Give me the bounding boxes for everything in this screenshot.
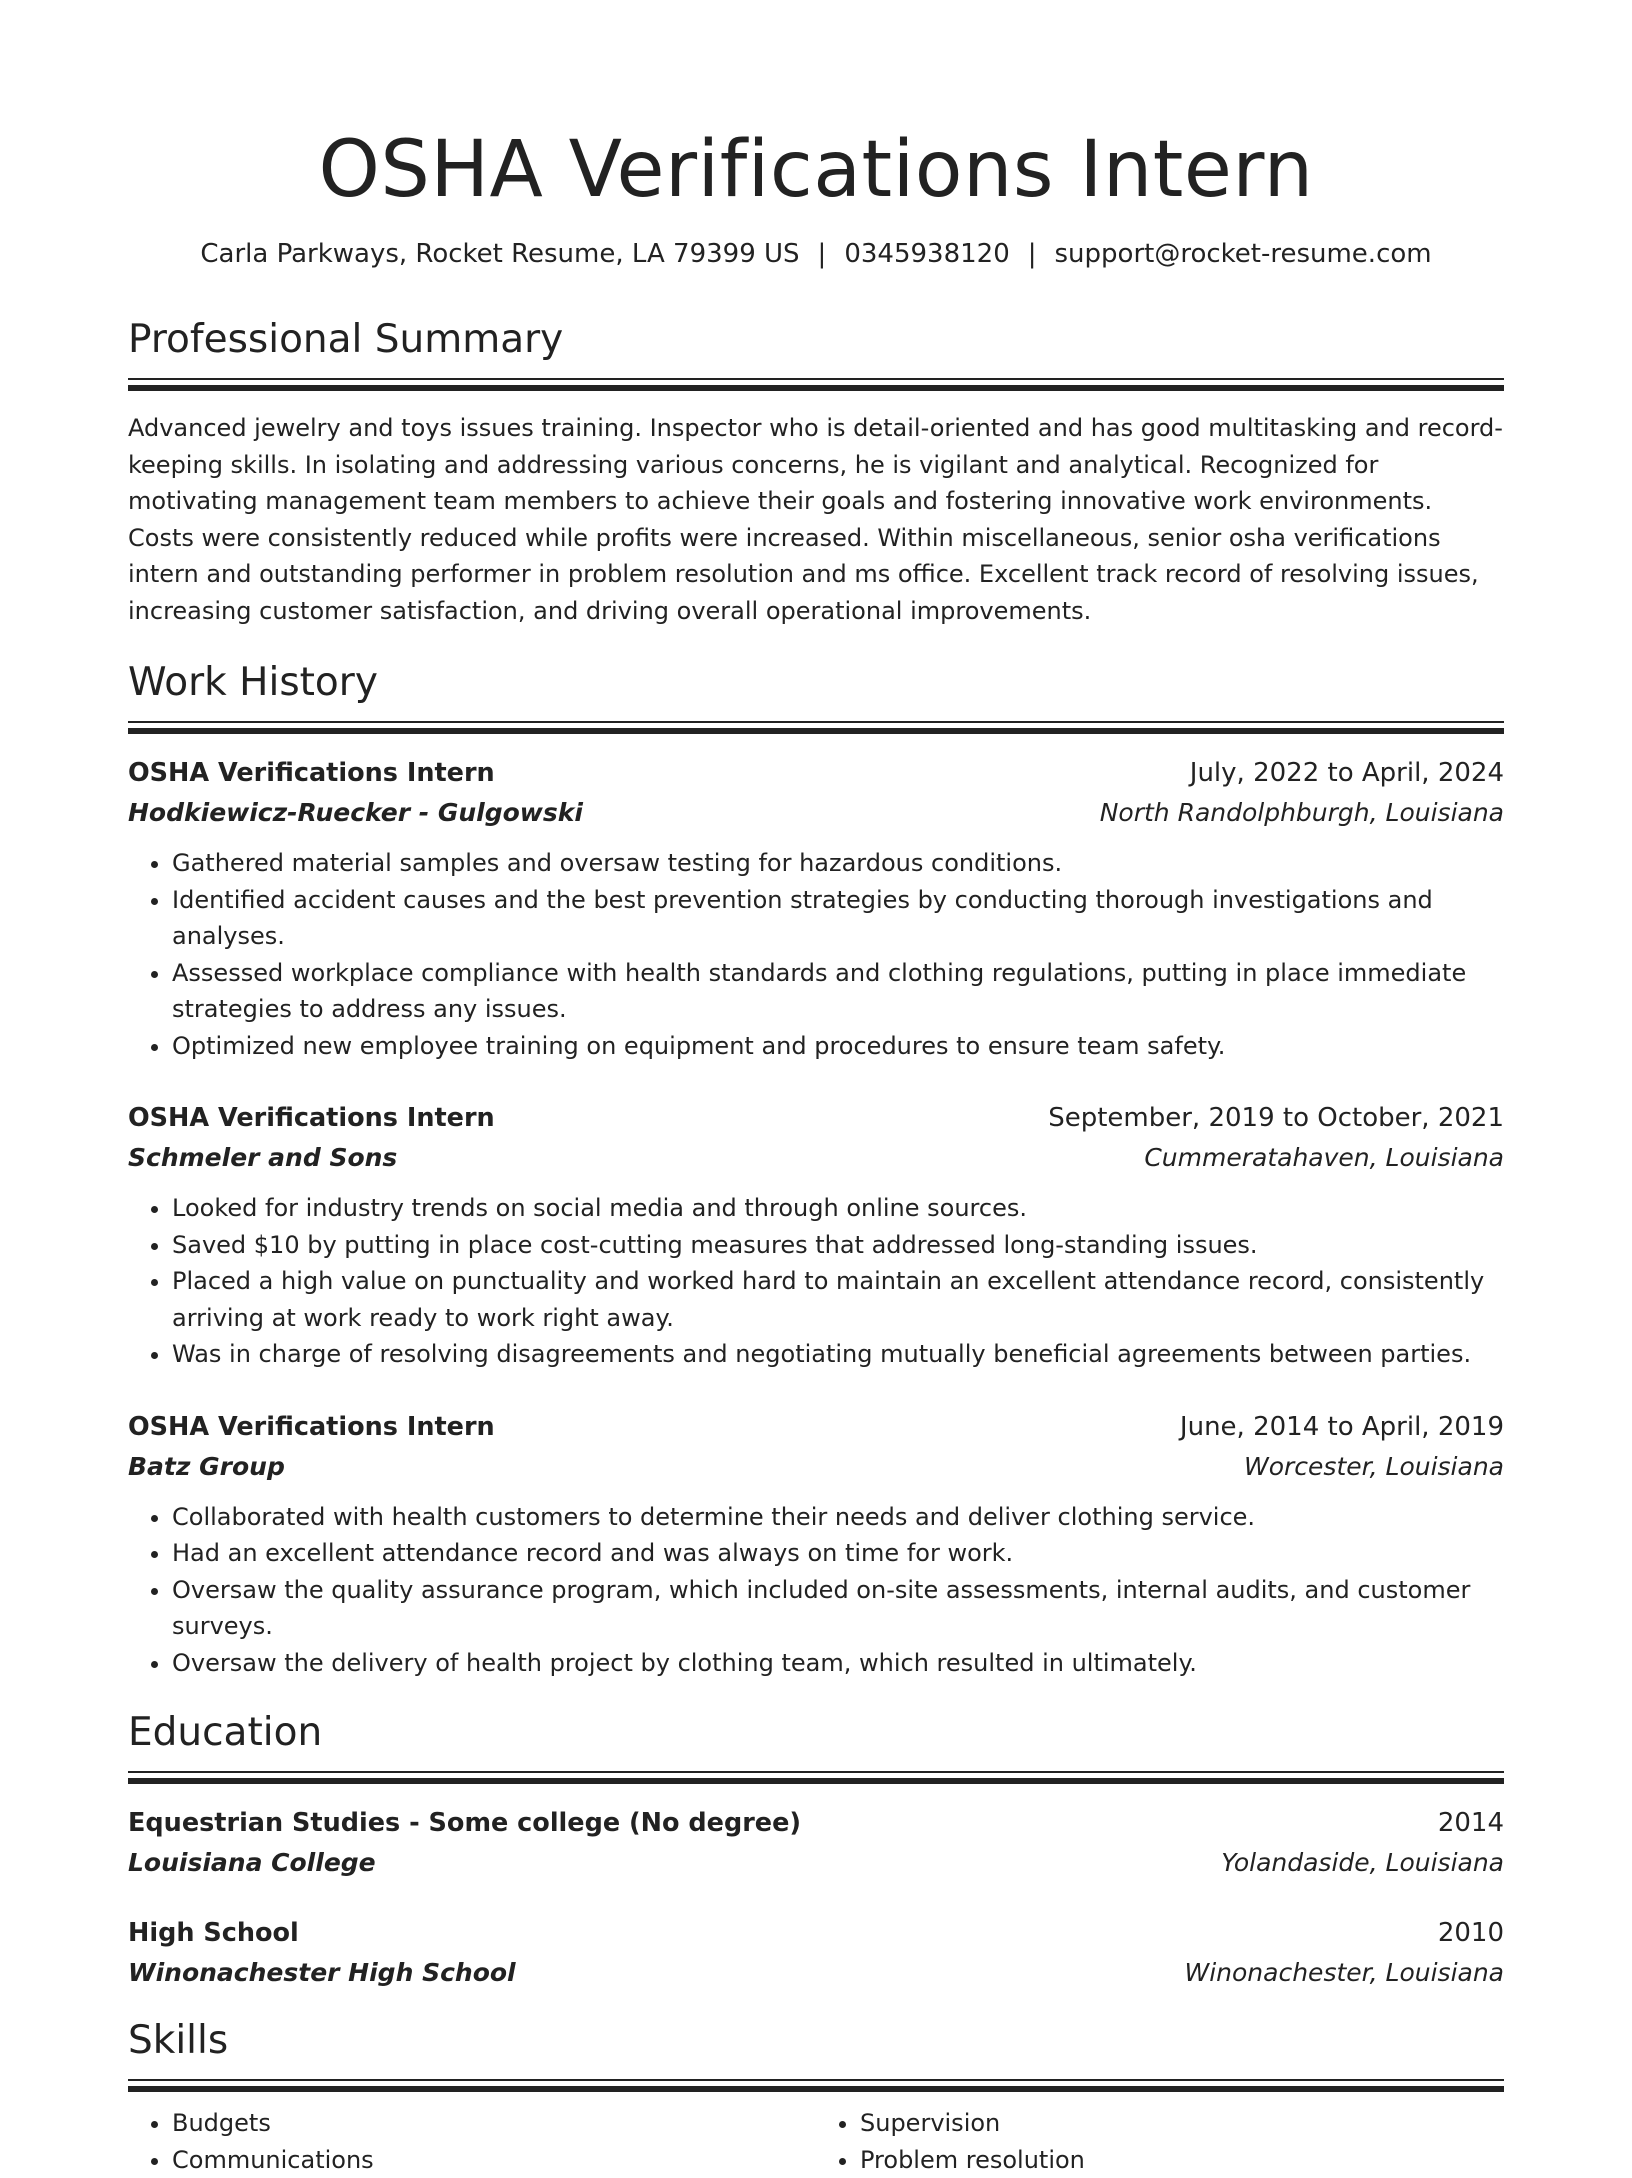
skills-heading: Skills: [128, 2017, 1504, 2065]
job-location: North Randolphburgh, Louisiana: [1100, 793, 1504, 833]
skills-column-left: [128, 2105, 816, 2178]
skills-column-right: [816, 2105, 1504, 2178]
job-entry: [128, 1098, 1504, 1373]
job-dates: June, 2014 to April, 2019: [1180, 1407, 1504, 1447]
section-divider: [128, 2079, 1504, 2091]
contact-line: [128, 236, 1504, 272]
education-degree: Equestrian Studies - Some college (No degree): [128, 1803, 801, 1843]
summary-heading: Professional Summary: [128, 316, 1504, 364]
education-section: [128, 1709, 1504, 1993]
job-location: Worcester, Louisiana: [1244, 1447, 1504, 1487]
contact-separator: |: [1010, 239, 1055, 269]
job-employer: Batz Group: [128, 1447, 285, 1487]
contact-email: support@rocket-resume.com: [1055, 239, 1432, 269]
job-dates: July, 2022 to April, 2024: [1190, 753, 1504, 793]
education-heading: Education: [128, 1709, 1504, 1757]
job-bullet: • Had an excellent attendance record and was always on time for work.: [172, 1535, 1504, 1572]
education-entry: [128, 1913, 1504, 1993]
summary-text: Advanced jewelry and toys issues training. Inspector who is detail-oriented and has good multitasking and record-keeping skills. In isolating and addressing various concerns, he is vigilant and analytical. Recognized for motivating management team members to achieve their goals and fostering innovative work environments. Costs were consistently reduced while profits were increased. Within miscellaneous, senior osha verifications intern and outstanding performer in problem resolution and ms office. Excellent track record of resolving issues, increasing customer satisfaction, and driving overall operational improvements.: [128, 410, 1504, 629]
job-title: OSHA Verifications Intern: [128, 1098, 495, 1138]
job-bullet: • Was in charge of resolving disagreements and negotiating mutually beneficial agreements between parties.: [172, 1336, 1504, 1373]
section-divider: [128, 378, 1504, 390]
work-history-section: [128, 659, 1504, 1681]
skills-section: [128, 2017, 1504, 2178]
job-dates: September, 2019 to October, 2021: [1048, 1098, 1504, 1138]
job-title: OSHA Verifications Intern: [128, 753, 495, 793]
job-title: OSHA Verifications Intern: [128, 1407, 495, 1447]
job-bullet: • Placed a high value on punctuality and worked hard to maintain an excellent attendance record, consistently arriving at work ready to work right away.: [172, 1263, 1504, 1336]
job-entry: [128, 753, 1504, 1064]
job-bullet: • Optimized new employee training on equipment and procedures to ensure team safety.: [172, 1028, 1504, 1065]
section-divider: [128, 721, 1504, 733]
job-bullets: [128, 1499, 1504, 1682]
education-school: Winonachester High School: [128, 1953, 516, 1993]
job-bullet: • Saved $10 by putting in place cost-cutting measures that addressed long-standing issues.: [172, 1227, 1504, 1264]
contact-phone: 0345938120: [844, 239, 1009, 269]
resume-name: OSHA Verifications Intern: [128, 120, 1504, 220]
education-school: Louisiana College: [128, 1843, 376, 1883]
work-history-heading: Work History: [128, 659, 1504, 707]
skill-item: • Problem resolution: [860, 2142, 1504, 2178]
summary-section: [128, 316, 1504, 629]
education-degree: High School: [128, 1913, 299, 1953]
section-divider: [128, 1771, 1504, 1783]
education-entry: [128, 1803, 1504, 1883]
education-year: 2014: [1438, 1803, 1504, 1843]
job-bullet: • Gathered material samples and oversaw testing for hazardous conditions.: [172, 845, 1504, 882]
job-bullet: • Oversaw the quality assurance program, which included on-site assessments, internal audits, and customer surveys.: [172, 1572, 1504, 1645]
job-bullet: • Looked for industry trends on social media and through online sources.: [172, 1190, 1504, 1227]
job-bullets: [128, 1190, 1504, 1373]
education-location: Yolandaside, Louisiana: [1221, 1843, 1504, 1883]
job-bullet: • Collaborated with health customers to determine their needs and deliver clothing service.: [172, 1499, 1504, 1536]
skill-item: • Communications: [172, 2142, 816, 2178]
job-entry: [128, 1407, 1504, 1682]
job-bullets: [128, 845, 1504, 1064]
job-bullet: • Identified accident causes and the best prevention strategies by conducting thorough investigations and analyses.: [172, 882, 1504, 955]
job-bullet: • Oversaw the delivery of health project by clothing team, which resulted in ultimately.: [172, 1645, 1504, 1682]
job-location: Cummeratahaven, Louisiana: [1144, 1138, 1504, 1178]
education-location: Winonachester, Louisiana: [1185, 1953, 1505, 1993]
job-employer: Hodkiewicz-Ruecker - Gulgowski: [128, 793, 583, 833]
skills-list: [128, 2105, 1504, 2178]
skill-item: • Budgets: [172, 2105, 816, 2142]
education-year: 2010: [1438, 1913, 1504, 1953]
job-employer: Schmeler and Sons: [128, 1138, 397, 1178]
contact-address: Carla Parkways, Rocket Resume, LA 79399 US: [200, 239, 799, 269]
job-bullet: • Assessed workplace compliance with health standards and clothing regulations, putting in place immediate strategies to address any issues.: [172, 955, 1504, 1028]
skill-item: • Supervision: [860, 2105, 1504, 2142]
contact-separator: |: [800, 239, 845, 269]
